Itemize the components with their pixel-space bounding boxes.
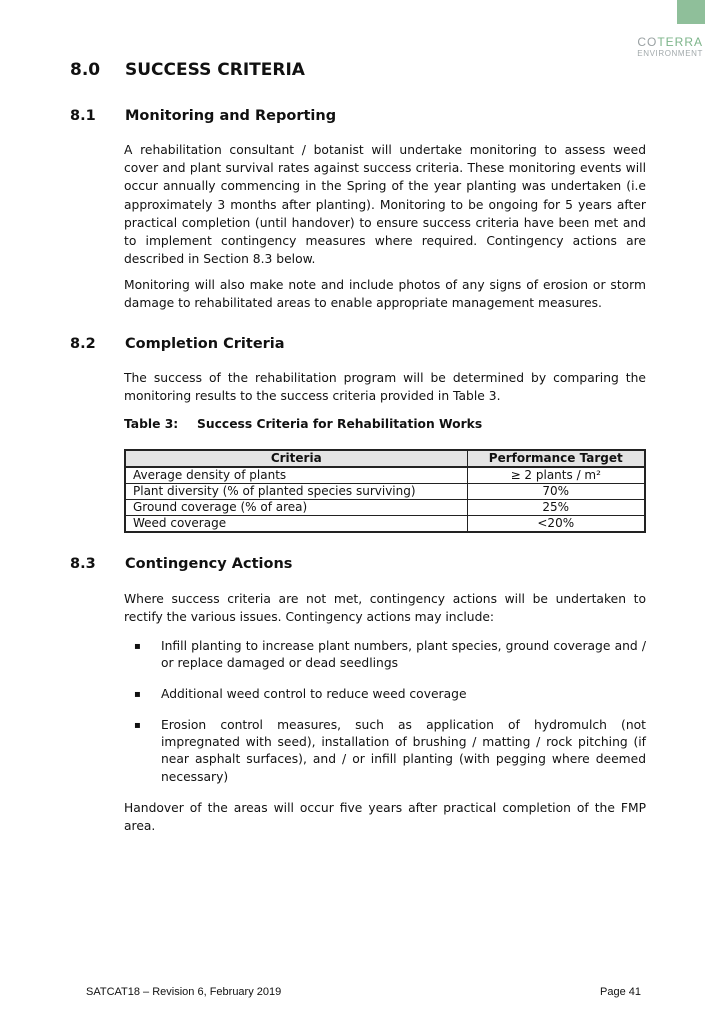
- contingency-list: [124, 686, 646, 703]
- target-cell: 25%: [467, 500, 645, 516]
- target-cell: ≥ 2 plants / m²: [467, 467, 645, 484]
- table-row: [125, 484, 645, 500]
- square-bullet-icon: ▪: [134, 720, 141, 731]
- completion-paragraph: The success of the rehabilitation program will be determined by comparing the monitoring results to the success criteria provided in Table 3.: [124, 371, 646, 404]
- footer-document-revision: SATCAT18 – Revision 6, February 2019: [86, 986, 282, 998]
- column-header-criteria: Criteria: [125, 450, 467, 467]
- table-title: Success Criteria for Rehabilitation Works: [197, 417, 483, 431]
- table-row: [125, 467, 645, 484]
- monitoring-paragraph: A rehabilitation consultant / botanist will undertake monitoring to assess weed cover and plant survival rates against success criteria. These monitoring events will occur annually commencing in the Spring of the year planting was undertaken (i.e approximately 3 months after planting). Monitoring to be ongoing for 5 years after practical completion (until handover) to ensure success criteria have been met and to implement contingency measures where required. Contingency actions are described in Section 8.3 below.: [124, 143, 646, 267]
- criteria-cell: Ground coverage (% of area): [125, 500, 467, 516]
- target-cell: <20%: [467, 516, 645, 533]
- logo-wordmark: COTERRA: [637, 35, 703, 49]
- success-criteria-table: [124, 449, 646, 533]
- monitoring-erosion-paragraph: Monitoring will also make note and include photos of any signs of erosion or storm damage to rehabilitated areas to enable appropriate management measures.: [124, 278, 646, 311]
- criteria-cell: Average density of plants: [125, 467, 467, 484]
- list-item-text: Additional weed control to reduce weed coverage: [161, 687, 467, 701]
- section-number: 8.2: [70, 336, 96, 352]
- list-item: [124, 717, 646, 786]
- section-number: 8.3: [70, 556, 96, 572]
- footer-page-number: Page 41: [600, 986, 641, 998]
- square-bullet-icon: ▪: [134, 641, 141, 652]
- corner-accent-block: [677, 0, 705, 24]
- square-bullet-icon: ▪: [134, 689, 141, 700]
- column-header-performance-target: Performance Target: [467, 450, 645, 467]
- contingency-list: [124, 638, 646, 672]
- list-item: [124, 686, 646, 703]
- contingency-intro-paragraph: Where success criteria are not met, contingency actions will be undertaken to rectify the various issues. Contingency actions may include:: [124, 592, 646, 625]
- list-item: [124, 638, 646, 672]
- table-row: [125, 500, 645, 516]
- contingency-list: [124, 717, 646, 786]
- logo-tagline: ENVIRONMENT: [637, 49, 703, 58]
- target-cell: 70%: [467, 484, 645, 500]
- table-number: Table 3:: [124, 417, 179, 431]
- section-title: Monitoring and Reporting: [125, 108, 337, 124]
- section-title: Contingency Actions: [125, 556, 293, 572]
- table-caption: [124, 417, 482, 431]
- section-number: 8.0: [70, 60, 101, 80]
- list-item-text: Erosion control measures, such as application of hydromulch (not impregnated with seed), installation of brushing / matting / rock pitching (if near asphalt surfaces), and / or infill planting (with pegging where deemed necessary): [161, 718, 646, 784]
- table-header-row: [125, 450, 645, 467]
- handover-paragraph: Handover of the areas will occur five years after practical completion of the FMP area.: [124, 801, 646, 834]
- criteria-cell: Plant diversity (% of planted species surviving): [125, 484, 467, 500]
- criteria-cell: Weed coverage: [125, 516, 467, 533]
- section-title: Completion Criteria: [125, 336, 285, 352]
- section-title: SUCCESS CRITERIA: [125, 60, 305, 80]
- table-row: [125, 516, 645, 533]
- coterra-logo: [637, 36, 703, 58]
- section-number: 8.1: [70, 108, 96, 124]
- list-item-text: Infill planting to increase plant numbers, plant species, ground coverage and / or replace damaged or dead seedlings: [161, 639, 646, 671]
